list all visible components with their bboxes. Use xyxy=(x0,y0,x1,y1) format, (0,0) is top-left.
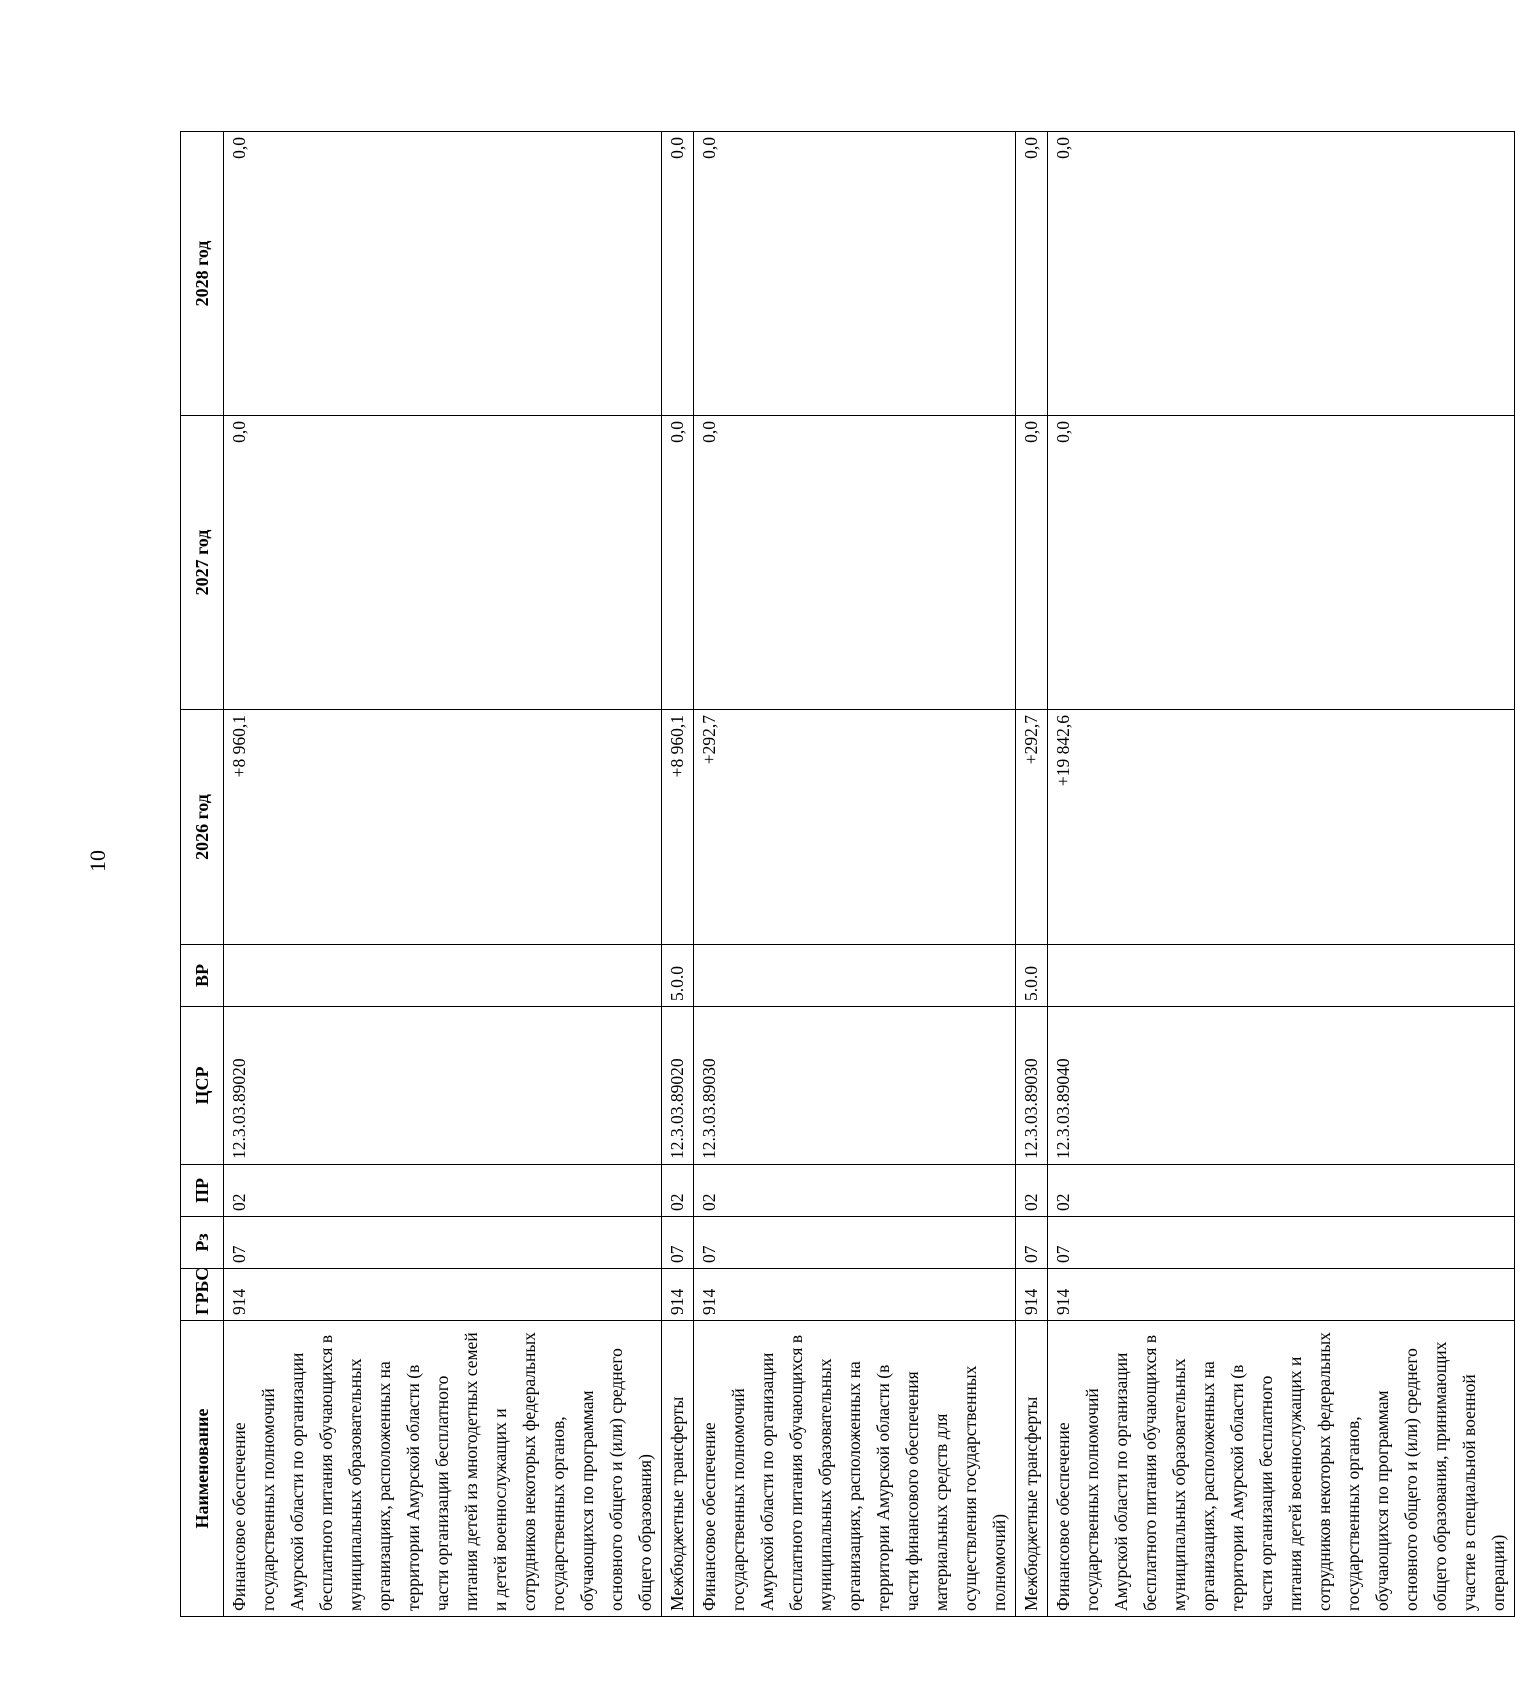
cell-2028: 0,0 xyxy=(662,132,694,416)
header-2026: 2026 год xyxy=(181,710,224,945)
cell-vr: 5.0.0 xyxy=(1016,945,1048,1007)
cell-pr: 02 xyxy=(662,1165,694,1217)
header-vr: ВР xyxy=(181,945,224,1007)
cell-csr: 12.3.03.89020 xyxy=(662,1007,694,1165)
rotated-sheet xyxy=(180,132,1508,1617)
cell-csr: 12.3.03.89040 xyxy=(1048,1007,1515,1165)
table-row xyxy=(694,132,1016,1617)
cell-grbs: 914 xyxy=(694,1269,1016,1321)
header-csr: ЦСР xyxy=(181,1007,224,1165)
cell-vr: 5.0.0 xyxy=(662,945,694,1007)
cell-2026: +19 842,6 xyxy=(1048,710,1515,945)
cell-2026: +292,7 xyxy=(1016,710,1048,945)
cell-2027: 0,0 xyxy=(1016,416,1048,710)
budget-table xyxy=(180,131,1515,1617)
cell-name: Межбюджетные трансферты xyxy=(662,1321,694,1617)
cell-2027: 0,0 xyxy=(224,416,662,710)
cell-grbs: 914 xyxy=(1016,1269,1048,1321)
cell-rz: 07 xyxy=(1048,1217,1515,1269)
cell-name: Финансовое обеспечение государственных полномочий Амурской области по организации бесплатного питания обучающихся в муниципальных образовательных организациях, расположенных на территории Амурской области (в части финансового обеспечения материальных средств для осуществления государственных полномочий) xyxy=(694,1321,1016,1617)
cell-2026: +8 960,1 xyxy=(662,710,694,945)
cell-name: Финансовое обеспечение государственных полномочий Амурской области по организации бесплатного питания обучающихся в муниципальных образовательных организациях, расположенных на территории Амурской области (в части организации бесплатного питания детей военнослужащих и сотрудников некоторых федеральных государственных органов, обучающихся по программам основного общего и (или) среднего общего образования, принимающих участие в специальной военной операции) xyxy=(1048,1321,1515,1617)
cell-grbs: 914 xyxy=(224,1269,662,1321)
cell-grbs: 914 xyxy=(662,1269,694,1321)
cell-2026: +292,7 xyxy=(694,710,1016,945)
header-2027: 2027 год xyxy=(181,416,224,710)
cell-csr: 12.3.03.89030 xyxy=(694,1007,1016,1165)
cell-2027: 0,0 xyxy=(1048,416,1515,710)
cell-2027: 0,0 xyxy=(662,416,694,710)
table-row xyxy=(1016,132,1048,1617)
table-row xyxy=(662,132,694,1617)
cell-2027: 0,0 xyxy=(694,416,1016,710)
cell-rz: 07 xyxy=(694,1217,1016,1269)
cell-name: Финансовое обеспечение государственных полномочий Амурской области по организации бесплатного питания обучающихся в муниципальных образовательных организациях, расположенных на территории Амурской области (в части организации бесплатного питания детей из многодетных семей и детей военнослужащих и сотрудников некоторых федеральных государственных органов, обучающихся по программам основного общего и (или) среднего общего образования) xyxy=(224,1321,662,1617)
table-row xyxy=(224,132,662,1617)
document-table-area xyxy=(180,132,1508,1617)
cell-vr xyxy=(1048,945,1515,1007)
cell-pr: 02 xyxy=(224,1165,662,1217)
cell-csr: 12.3.03.89030 xyxy=(1016,1007,1048,1165)
cell-2026: +8 960,1 xyxy=(224,710,662,945)
cell-rz: 07 xyxy=(1016,1217,1048,1269)
cell-2028: 0,0 xyxy=(224,132,662,416)
page-number: 10 xyxy=(85,850,110,872)
cell-vr xyxy=(694,945,1016,1007)
header-rz: Рз xyxy=(181,1217,224,1269)
cell-pr: 02 xyxy=(1048,1165,1515,1217)
cell-pr: 02 xyxy=(1016,1165,1048,1217)
cell-vr xyxy=(224,945,662,1007)
header-name: Наименование xyxy=(181,1321,224,1617)
cell-2028: 0,0 xyxy=(1016,132,1048,416)
cell-csr: 12.3.03.89020 xyxy=(224,1007,662,1165)
cell-grbs: 914 xyxy=(1048,1269,1515,1321)
cell-pr: 02 xyxy=(694,1165,1016,1217)
header-2028: 2028 год xyxy=(181,132,224,416)
cell-2028: 0,0 xyxy=(1048,132,1515,416)
cell-rz: 07 xyxy=(224,1217,662,1269)
header-grbs: ГРБС xyxy=(181,1269,224,1321)
cell-rz: 07 xyxy=(662,1217,694,1269)
header-pr: ПР xyxy=(181,1165,224,1217)
cell-2028: 0,0 xyxy=(694,132,1016,416)
table-header-row xyxy=(181,132,224,1617)
cell-name: Межбюджетные трансферты xyxy=(1016,1321,1048,1617)
table-row xyxy=(1048,132,1515,1617)
